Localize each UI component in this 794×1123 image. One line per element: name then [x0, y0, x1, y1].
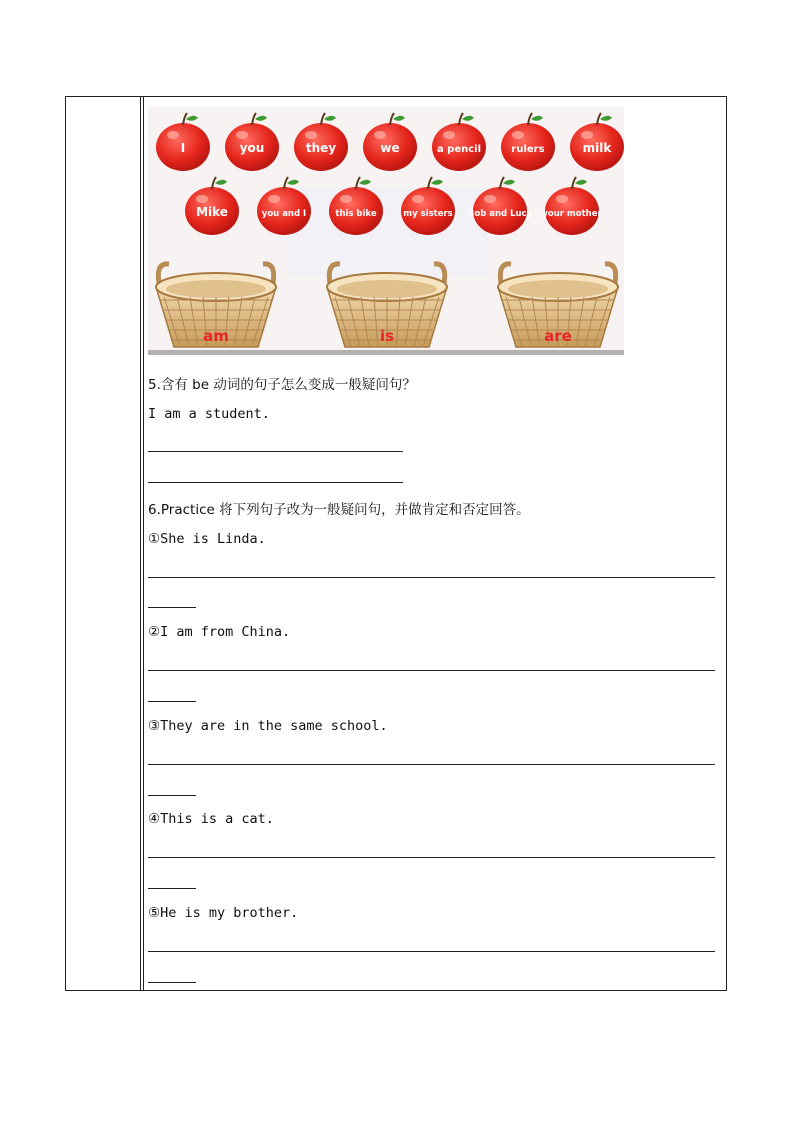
apple-label: you and I — [261, 209, 307, 219]
apple-highlight — [167, 131, 179, 139]
apple-highlight — [196, 195, 208, 203]
apple-highlight — [443, 131, 455, 139]
illustration-canvas — [148, 107, 624, 355]
basket-inner — [166, 280, 266, 298]
practice-heading: 6.Practice 将下列句子改为一般疑问句，并做肯定和否定回答。 — [148, 502, 530, 518]
answer-line-short[interactable] — [148, 982, 196, 983]
apple-highlight — [556, 195, 568, 203]
baskets-group — [156, 264, 618, 347]
answer-line-short[interactable] — [148, 888, 196, 889]
apple-label: a pencil — [436, 144, 482, 155]
apple-highlight — [374, 131, 386, 139]
apple-label: milk — [582, 141, 612, 155]
practice-item-5: ⑤He is my brother. — [148, 905, 299, 921]
answer-line[interactable] — [148, 951, 715, 952]
apple-label: they — [305, 141, 337, 155]
question-5: 5.含有 be 动词的句子怎么变成一般疑问句？ — [148, 377, 416, 393]
apple-label: Mike — [196, 205, 228, 219]
example-sentence: I am a student. — [148, 406, 270, 422]
basket-label: is — [379, 327, 395, 345]
apple-highlight — [236, 131, 248, 139]
apple-label: I — [180, 141, 186, 155]
apple-highlight — [412, 195, 424, 203]
apple-highlight — [512, 131, 524, 139]
basket — [498, 264, 618, 347]
answer-line[interactable] — [148, 857, 715, 858]
answer-line[interactable] — [148, 764, 715, 765]
apple-label: rulers — [511, 144, 545, 155]
apple-label: Bob and Lucy — [467, 209, 533, 219]
apple-highlight — [305, 131, 317, 139]
apple-highlight — [581, 131, 593, 139]
answer-line-short[interactable] — [148, 701, 196, 702]
basket — [327, 264, 447, 347]
answer-line-short[interactable] — [148, 607, 196, 608]
answer-line[interactable] — [148, 482, 403, 483]
apple-label: this bike — [335, 209, 377, 219]
basket-inner — [337, 280, 437, 298]
apple-highlight — [484, 195, 496, 203]
answer-line[interactable] — [148, 577, 715, 578]
basket-label: am — [203, 327, 229, 345]
table-column-divider-inner — [143, 96, 144, 991]
practice-item-1: ①She is Linda. — [148, 531, 266, 547]
answer-line-short[interactable] — [148, 795, 196, 796]
apple-label: my sisters — [403, 209, 453, 219]
answer-line[interactable] — [148, 451, 403, 452]
apple-label: you — [239, 141, 265, 155]
answer-line[interactable] — [148, 670, 715, 671]
apple-highlight — [340, 195, 352, 203]
basket-label: are — [544, 327, 572, 345]
practice-item-4: ④This is a cat. — [148, 811, 274, 827]
basket-inner — [508, 280, 608, 298]
basket — [156, 264, 276, 347]
apple-basket-illustration — [148, 107, 624, 355]
practice-item-2: ②I am from China. — [148, 624, 291, 640]
table-column-divider — [140, 96, 141, 991]
apple-label: your mother — [542, 209, 602, 219]
apple-highlight — [268, 195, 280, 203]
practice-item-3: ③They are in the same school. — [148, 718, 388, 734]
apple-label: we — [380, 141, 400, 155]
